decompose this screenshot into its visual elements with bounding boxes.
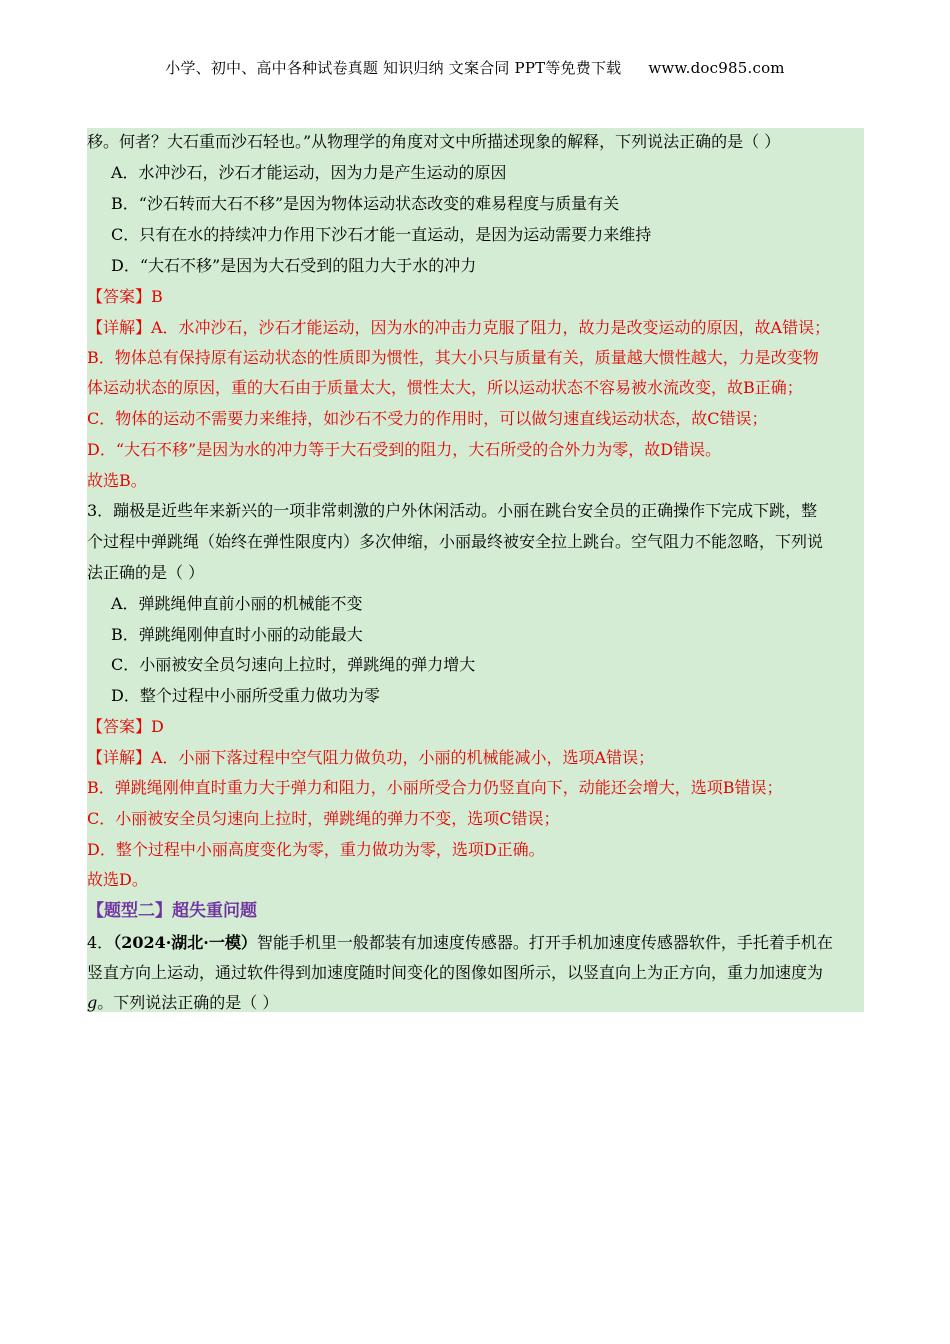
q4-g-symbol: g — [87, 993, 98, 1012]
q2-conclusion: 故选B。 — [87, 471, 147, 490]
q3-option-d: D．整个过程中小丽所受重力做功为零 — [111, 686, 380, 705]
q3-answer: 【答案】D — [87, 717, 164, 736]
q3-stem-line: 法正确的是（ ） — [87, 563, 205, 582]
q4-stem-text: 。下列说法正确的是（ ） — [97, 993, 279, 1012]
q3-stem-line: 个过程中弹跳绳（始终在弹性限度内）多次伸缩，小丽最终被安全拉上跳台。空气阻力不能忽略，下列说 — [87, 532, 824, 551]
q3-option-b: B．弹跳绳刚伸直时小丽的动能最大 — [111, 625, 363, 644]
q2-option-b: B．“沙石转而大石不移”是因为物体运动状态改变的难易程度与质量有关 — [111, 194, 620, 213]
q2-detail-line: 【详解】A．水冲沙石，沙石才能运动，因为水的冲击力克服了阻力，故力是改变运动的原因，故A错误； — [87, 318, 831, 337]
q2-option-d: D．“大石不移”是因为大石受到的阻力大于水的冲力 — [111, 256, 477, 275]
q4-stem-text: 智能手机里一般都装有加速度传感器。打开手机加速度传感器软件，手托着手机在 — [256, 933, 833, 952]
q4-number: 4． — [87, 933, 114, 952]
q3-detail-line: C．小丽被安全员匀速向上拉时，弹跳绳的弹力不变，选项C错误； — [87, 809, 560, 828]
q3-detail-line: B．弹跳绳刚伸直时重力大于弹力和阻力，小丽所受合力仍竖直向下，动能还会增大，选项B错误； — [87, 778, 783, 797]
q3-option-c: C．小丽被安全员匀速向上拉时，弹跳绳的弹力增大 — [111, 655, 476, 674]
q3-detail-line: 【详解】A．小丽下落过程中空气阻力做负功，小丽的机械能减小，选项A错误； — [87, 748, 655, 767]
q2-detail-line: C．物体的运动不需要力来维持，如沙石不受力的作用时，可以做匀速直线运动状态，故C错误； — [87, 409, 768, 428]
q3-detail-line: D．整个过程中小丽高度变化为零，重力做功为零，选项D正确。 — [87, 840, 545, 859]
q2-detail-line: B．物体总有保持原有运动状态的性质即为惯性，其大小只与质量有关，质量越大惯性越大，力是改变物 — [87, 348, 819, 367]
document-body — [87, 128, 864, 1012]
header-title: 小学、初中、高中各种试卷真题 知识归纳 文案合同 PPT等免费下载 — [165, 59, 622, 77]
q3-conclusion: 故选D。 — [87, 870, 148, 889]
header-url[interactable]: www.doc985.com — [648, 59, 785, 77]
q3-option-a: A．弹跳绳伸直前小丽的机械能不变 — [111, 594, 363, 613]
q2-option-a: A．水冲沙石，沙石才能运动，因为力是产生运动的原因 — [111, 163, 507, 182]
section-title: 【题型二】超失重问题 — [87, 901, 257, 921]
page-header — [0, 57, 950, 78]
q2-answer: 【答案】B — [87, 287, 163, 306]
q2-detail-line: 体运动状态的原因，重的大石由于质量太大，惯性太大，所以运动状态不容易被水流改变，故B正确； — [87, 378, 803, 397]
q2-option-c: C．只有在水的持续冲力作用下沙石才能一直运动，是因为运动需要力来维持 — [111, 225, 652, 244]
q2-stem-tail: 移。何者？大石重而沙石轻也。”从物理学的角度对文中所描述现象的解释，下列说法正确的是（ ） — [87, 132, 781, 151]
q2-detail-line: D．“大石不移”是因为水的冲力等于大石受到的阻力，大石所受的合外力为零，故D错误。 — [87, 440, 722, 459]
q4-stem-line3 — [87, 992, 864, 1014]
q4-stem-line2: 竖直方向上运动，通过软件得到加速度随时间变化的图像如图所示，以竖直向上为正方向，重力加速度为 — [87, 963, 824, 982]
q4-source: （2024·湖北·一模） — [113, 933, 257, 952]
q3-stem-line: 3．蹦极是近些年来新兴的一项非常刺激的户外休闲活动。小丽在跳台安全员的正确操作下完成下跳，整 — [87, 501, 818, 520]
q4-stem-line1 — [87, 932, 864, 954]
